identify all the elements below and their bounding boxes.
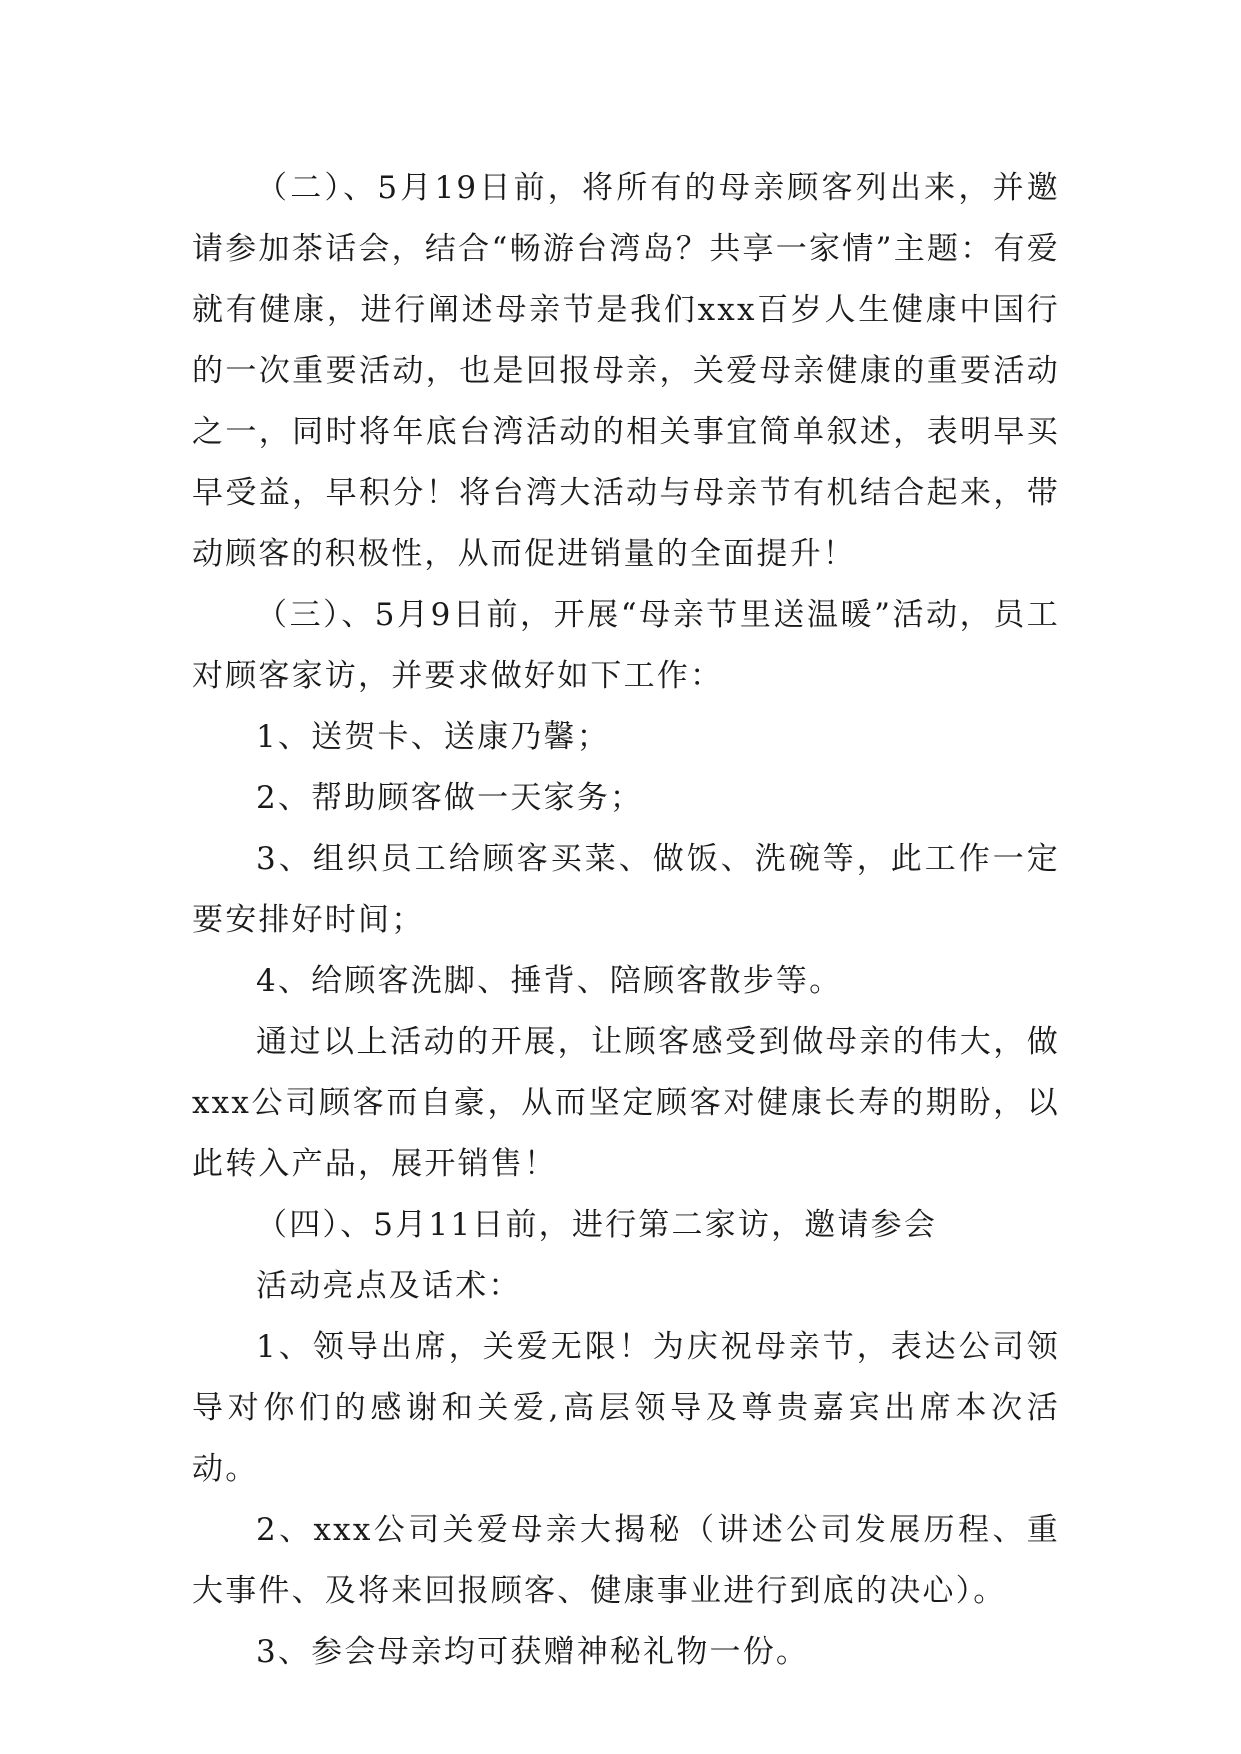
paragraph-section-two: （二）、5月19日前，将所有的母亲顾客列出来，并邀请参加茶话会，结合“畅游台湾岛？共享一家情”主题：有爱就有健康，进行阐述母亲节是我们xxx百岁人生健康中国行的一次重要活动，也是回报母亲，关爱母亲健康的重要活动之一，同时将年底台湾活动的相关事宜简单叙述，表明早买早受益，早积分！将台湾大活动与母亲节有机结合起来，带动顾客的积极性，从而促进销量的全面提升！: [192, 170, 1060, 572]
list-item: 3、组织员工给顾客买菜、做饭、洗碗等，此工作一定要安排好时间；: [192, 841, 1060, 938]
paragraph-section-three: （三）、5月9日前，开展“母亲节里送温暖”活动，员工对顾客家访，并要求做好如下工作：: [192, 597, 1060, 694]
list-item: 1、送贺卡、送康乃馨；: [256, 719, 610, 755]
document-body: [192, 158, 1060, 1683]
list-item: 2、xxx公司关爱母亲大揭秘（讲述公司发展历程、重大事件、及将来回报顾客、健康事业进行到底的决心）。: [192, 1512, 1060, 1609]
paragraph-summary: 通过以上活动的开展，让顾客感受到做母亲的伟大，做xxx公司顾客而自豪，从而坚定顾客对健康长寿的期盼，以此转入产品，展开销售！: [192, 1024, 1060, 1182]
list-item: 3、参会母亲均可获赠神秘礼物一份。: [256, 1634, 810, 1670]
paragraph-highlights-heading: 活动亮点及话术：: [256, 1268, 522, 1304]
list-item: 2、帮助顾客做一天家务；: [256, 780, 644, 816]
list-item: 1、领导出席，关爱无限！为庆祝母亲节，表达公司领导对你们的感谢和关爱,高层领导及尊贵嘉宾出席本次活动。: [192, 1329, 1060, 1487]
paragraph-section-four: （四）、5月11日前，进行第二家访，邀请参会: [256, 1207, 938, 1243]
list-item: 4、给顾客洗脚、捶背、陪顾客散步等。: [256, 963, 843, 999]
